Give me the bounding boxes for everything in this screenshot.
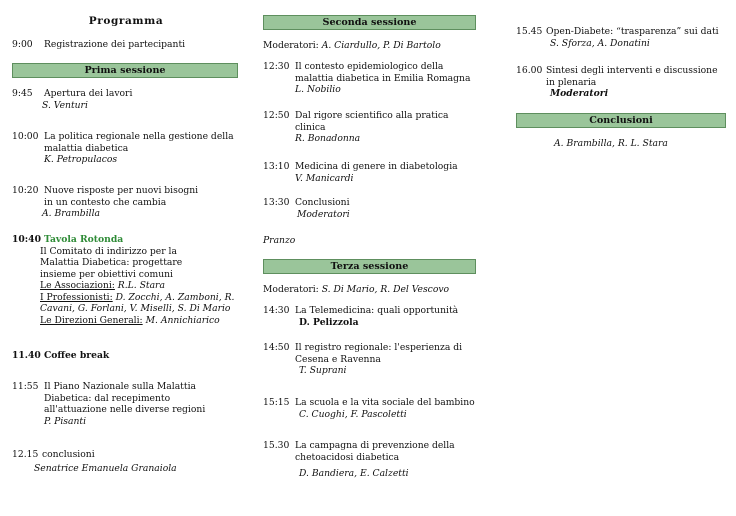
time: 16.00: [516, 65, 543, 76]
agenda-item: [12, 381, 238, 427]
time: 14:30: [263, 305, 290, 316]
speaker: S. Sforza, A. Donatini: [550, 37, 650, 49]
program-title: Programma: [88, 15, 164, 27]
round-table: [12, 234, 238, 326]
title: Conclusioni: [295, 197, 350, 208]
speaker: Senatrice Emanuela Granaiola: [34, 462, 177, 474]
agenda-item: [12, 131, 238, 166]
agenda-item: [263, 397, 476, 420]
agenda-item: [263, 197, 476, 220]
agenda-item: [516, 65, 726, 100]
title: conclusioni: [42, 449, 95, 460]
title: Nuove risposte per nuovi bisogni in un contesto che cambia: [44, 185, 199, 208]
moderators: [263, 40, 476, 52]
speaker: Moderatori: [550, 88, 609, 99]
moderators: [263, 284, 476, 296]
agenda-item: [263, 161, 476, 184]
moderators-label: Moderatori:: [263, 40, 319, 51]
time: 12:50: [263, 110, 290, 121]
round-table-group: [12, 292, 236, 315]
registration-row: [12, 39, 238, 51]
time: 15:15: [263, 397, 290, 408]
group-label: Le Direzioni Generali:: [40, 314, 143, 326]
title: La campagna di prevenzione della chetoacidosi diabetica: [295, 440, 455, 463]
time: 9:00: [12, 39, 33, 50]
conclusions-speakers: A. Brambilla, R. L. Stara: [554, 138, 668, 149]
round-table-title: Tavola Rotonda: [44, 234, 124, 245]
session-header-2: Seconda sessione: [263, 15, 476, 30]
speaker: S. Venturi: [42, 99, 88, 111]
speaker: L. Nobilio: [295, 84, 341, 95]
time: 10:40: [12, 234, 41, 245]
title: Apertura dei lavori: [44, 88, 133, 99]
speaker: C. Cuoghi, F. Pascoletti: [299, 408, 407, 420]
agenda-item: [263, 61, 476, 96]
speaker: D. Pelizzola: [299, 316, 359, 328]
lunch: Pranzo: [263, 235, 296, 246]
time: 11:55: [12, 381, 39, 392]
moderators-names: S. Di Mario, R. Del Vescovo: [318, 284, 450, 295]
round-table-group: [12, 315, 238, 327]
agenda-item: [12, 185, 238, 220]
session-header-3: Terza sessione: [263, 259, 476, 274]
speaker: R. Bonadonna: [295, 133, 361, 144]
speaker: D. Bandiera, E. Calzetti: [299, 468, 409, 479]
title: Il registro regionale: l'esperienza di Cesena e Ravenna: [295, 342, 463, 365]
time: 15.30: [263, 440, 290, 451]
speaker: A. Brambilla: [42, 208, 100, 219]
speaker: Moderatori: [297, 208, 350, 220]
coffee-break: 11.40 Coffee break: [12, 350, 110, 361]
speaker: V. Manicardi: [295, 172, 354, 184]
round-table-group: [12, 280, 238, 292]
group-names: R.L. Stara: [114, 280, 165, 291]
agenda-item: [263, 342, 476, 377]
time: 9:45: [12, 88, 33, 99]
title: Sintesi degli interventi e discussione in plenaria: [546, 65, 718, 88]
title: Open-Diabete: “trasparenza” sui dati: [546, 26, 719, 37]
title: La scuola e la vita sociale del bambino: [295, 397, 475, 408]
moderators-label: Moderatori:: [263, 284, 319, 295]
session-header-1: Prima sessione: [12, 63, 238, 78]
title: La politica regionale nella gestione della malattia diabetica: [44, 131, 234, 154]
speaker: P. Pisanti: [44, 415, 87, 427]
title: Medicina di genere in diabetologia: [295, 161, 458, 172]
time: 12:30: [263, 61, 290, 72]
group-names: D. Zocchi, A. Zamboni, R. Cavani, G. Forlani, V. Miselli, S. Di Mario: [40, 291, 235, 314]
agenda-item: [263, 305, 476, 328]
title: Dal rigore scientifico alla pratica clinica: [295, 110, 449, 133]
group-names: M. Annichiarico: [142, 314, 220, 326]
time: 13:30: [263, 197, 290, 208]
title: Registrazione dei partecipanti: [44, 39, 186, 50]
group-label: Le Associazioni:: [40, 280, 115, 291]
title: Il contesto epidemiologico della malattia diabetica in Emilia Romagna: [295, 61, 471, 84]
speaker: K. Petropulacos: [44, 154, 118, 165]
agenda-item: [12, 449, 238, 474]
time: 10:20: [12, 185, 39, 196]
agenda-item: [12, 88, 238, 111]
title: La Telemedicina: quali opportunità: [295, 305, 459, 316]
agenda-item: [263, 110, 476, 145]
speaker: T. Suprani: [299, 365, 347, 376]
time: 15.45: [516, 26, 543, 37]
moderators-names: A. Ciardullo, P. Di Bartolo: [318, 40, 441, 51]
conclusions-header: Conclusioni: [516, 113, 726, 128]
agenda-item: [263, 440, 476, 480]
time: 13:10: [263, 161, 290, 172]
time: 14:50: [263, 342, 290, 353]
round-table-subtitle: Il Comitato di indirizzo per la Malattia Diabetica: progettare insieme per obiettivi comuni: [40, 245, 183, 280]
time: 10:00: [12, 131, 39, 142]
title: Il Piano Nazionale sulla Malattia Diabetica: dal recepimento all'attuazione nelle diverse regioni: [44, 381, 206, 415]
time: 12.15: [12, 449, 39, 460]
agenda-item: [516, 26, 726, 49]
group-label: I Professionisti:: [40, 291, 113, 303]
